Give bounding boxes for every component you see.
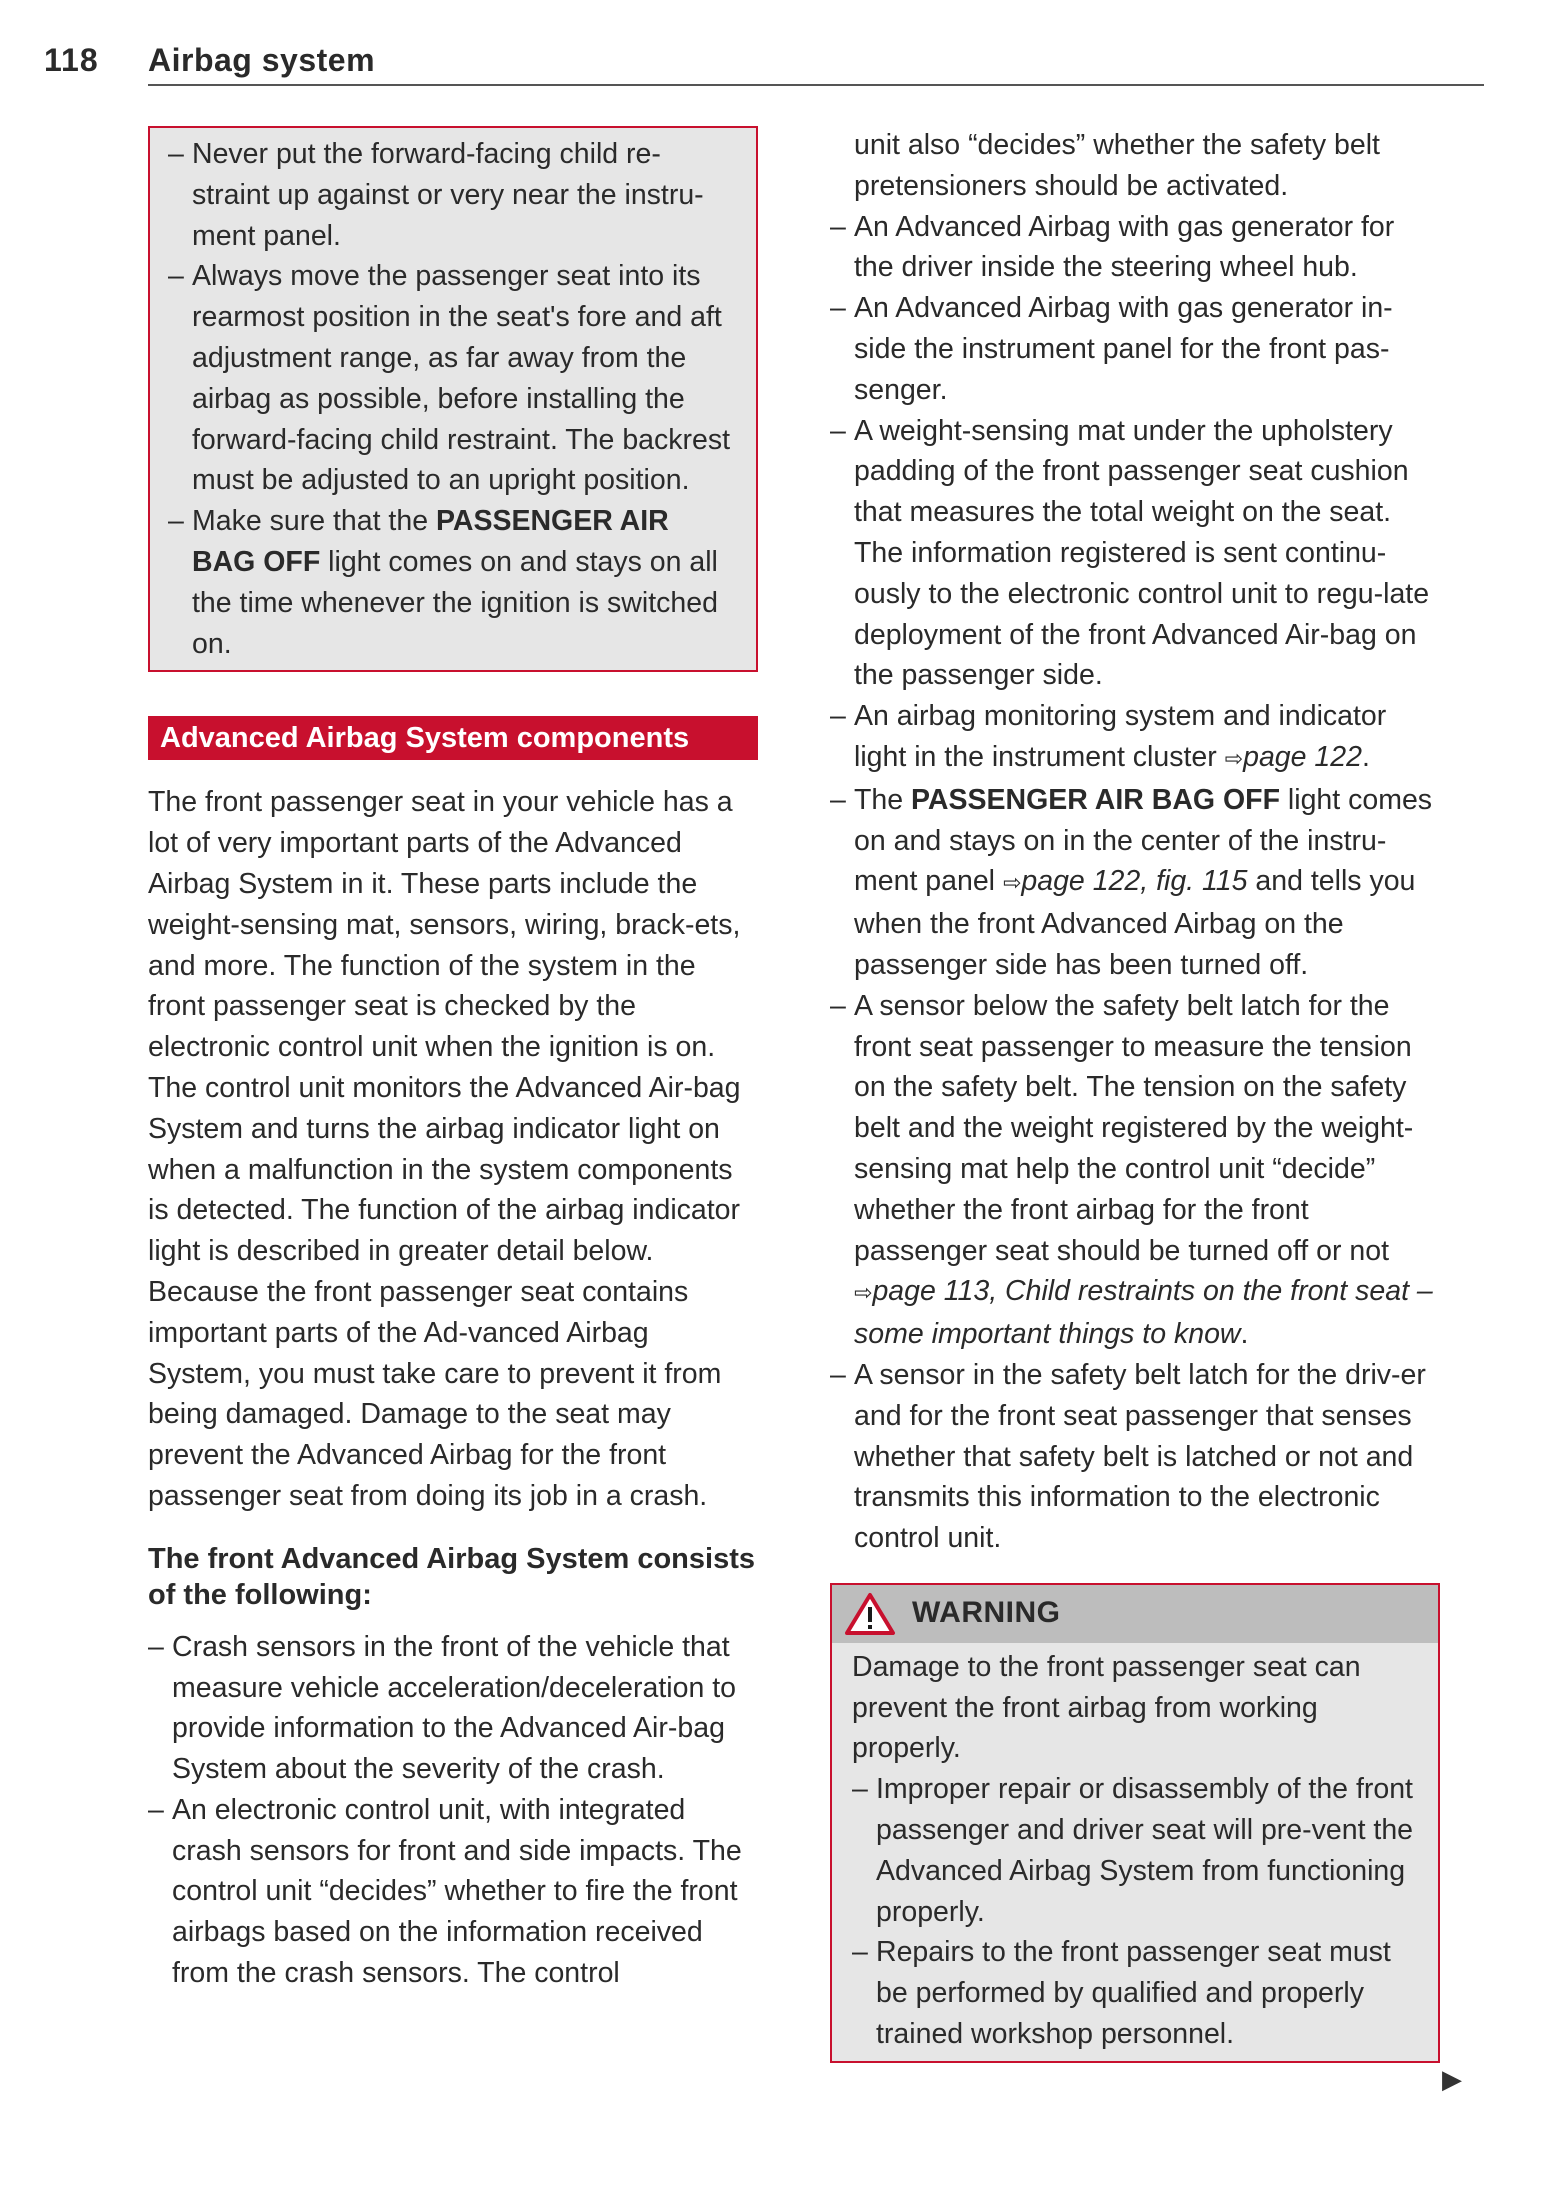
caution-note-box [148, 126, 758, 672]
intro-paragraph: The front passenger seat in your vehicle has a lot of very important parts of the Advanced Airbag System in it. These parts include the weight-sensing mat, sensors, wiring, brack-ets, and more. The function of the system in the front passenger seat is checked by the electronic control unit when the ignition is on. The control unit monitors the Advanced Air-bag System and turns the airbag indicator light on when a malfunction in the system components is detected. The function of the airbag indicator light is described in greater detail below. Because the front passenger seat contains important parts of the Ad-vanced Airbag System, you must take care to prevent it from being damaged. Damage to the seat may prevent the Advanced Airbag for the front passenger seat from doing its job in a crash. [148, 786, 741, 1512]
page-reference[interactable]: page 122, fig. 115 [1021, 865, 1248, 898]
note-item: – Make sure that the PASSENGER AIR BAG OFF light comes on and stays on all the time whenever the ignition is switched on. [168, 501, 736, 664]
continuation-text: unit also “decides” whether the safety belt pretensioners should be activated. [854, 129, 1380, 202]
note-item: – Always move the passenger seat into its rearmost position in the seat's fore and aft adjustment range, as far away from the airbag as possible, before installing the forward-facing child restraint. The backrest must be adjusted to an upright position. [168, 256, 736, 501]
list-item: – Crash sensors in the front of the vehicle that measure vehicle acceleration/deceleration to provide information to the Advanced Air-bag System about the severity of the crash. [148, 1627, 758, 1790]
warning-item: – Repairs to the front passenger seat must be performed by qualified and properly trained workshop personnel. [852, 1932, 1418, 2054]
warning-body [832, 1643, 1438, 2061]
cross-ref-arrow-icon: ⇨ [854, 1280, 873, 1306]
components-subheading: The front Advanced Airbag System consists of the following: [148, 1542, 755, 1611]
next-page-arrow-icon[interactable]: ▶ [1442, 2064, 1462, 2094]
list-item: – An Advanced Airbag with gas generator in-side the instrument panel for the front pas-senger. [830, 288, 1440, 410]
warning-intro: Damage to the front passenger seat can prevent the front airbag from working properly. [852, 1650, 1361, 1765]
note-item: – Never put the forward-facing child re-straint up against or very near the instru-ment panel. [168, 134, 736, 256]
list-item: – An airbag monitoring system and indicator light in the instrument cluster ⇨page 122. [830, 696, 1440, 780]
cross-ref-arrow-icon: ⇨ [1002, 870, 1022, 896]
list-item: – A sensor in the safety belt latch for the driv-er and for the front seat passenger that senses whether that safety belt is latched or not and transmits this information to the electronic control unit. [830, 1355, 1440, 1559]
components-list-continued [830, 207, 1440, 1559]
page-reference[interactable]: page 122 [1243, 740, 1362, 773]
section-heading: Advanced Airbag System components [148, 716, 758, 760]
list-item: – The PASSENGER AIR BAG OFF light comes on and stays on in the center of the instru-ment panel ⇨page 122, fig. 115 and tells you when the front Advanced Airbag on the passenger side has been turned off. [830, 780, 1440, 986]
cross-ref-arrow-icon: ⇨ [1224, 745, 1244, 771]
list-item: – A sensor below the safety belt latch for the front seat passenger to measure the tension on the safety belt. The tension on the safety belt and the weight registered by the weight-sensing mat help the control unit “decide” whether the front airbag for the front passenger seat should be turned off or not ⇨page 113, Child restraints on the front seat – some important things to know. [830, 986, 1440, 1355]
list-item: – An electronic control unit, with integrated crash sensors for front and side impacts. The control unit “decides” whether to fire the front airbags based on the information received from the crash sensors. The control [148, 1790, 758, 1994]
section-title: Airbag system [148, 42, 376, 78]
warning-triangle-icon [844, 1592, 896, 1636]
components-list [148, 1627, 758, 1994]
right-column [830, 125, 1440, 2063]
page-reference[interactable]: page 113, Child restraints on the front seat – some important things to know [854, 1275, 1433, 1351]
header-rule [148, 84, 1484, 86]
warning-item: – Improper repair or disassembly of the front passenger and driver seat will pre-vent the Advanced Airbag System from functioning properly. [852, 1769, 1418, 1932]
warning-header [832, 1585, 1438, 1643]
list-item: – An Advanced Airbag with gas generator for the driver inside the steering wheel hub. [830, 207, 1440, 289]
warning-box [830, 1583, 1440, 2063]
page-number: 118 [44, 42, 99, 78]
list-item: – A weight-sensing mat under the upholstery padding of the front passenger seat cushion that measures the total weight on the seat. The information registered is sent continu-ously to the electronic control unit to regu-late deployment of the front Advanced Air-bag on the passenger side. [830, 411, 1440, 697]
page-header [44, 38, 1444, 88]
left-column [148, 126, 758, 1994]
warning-title: WARNING [912, 1596, 1061, 1630]
